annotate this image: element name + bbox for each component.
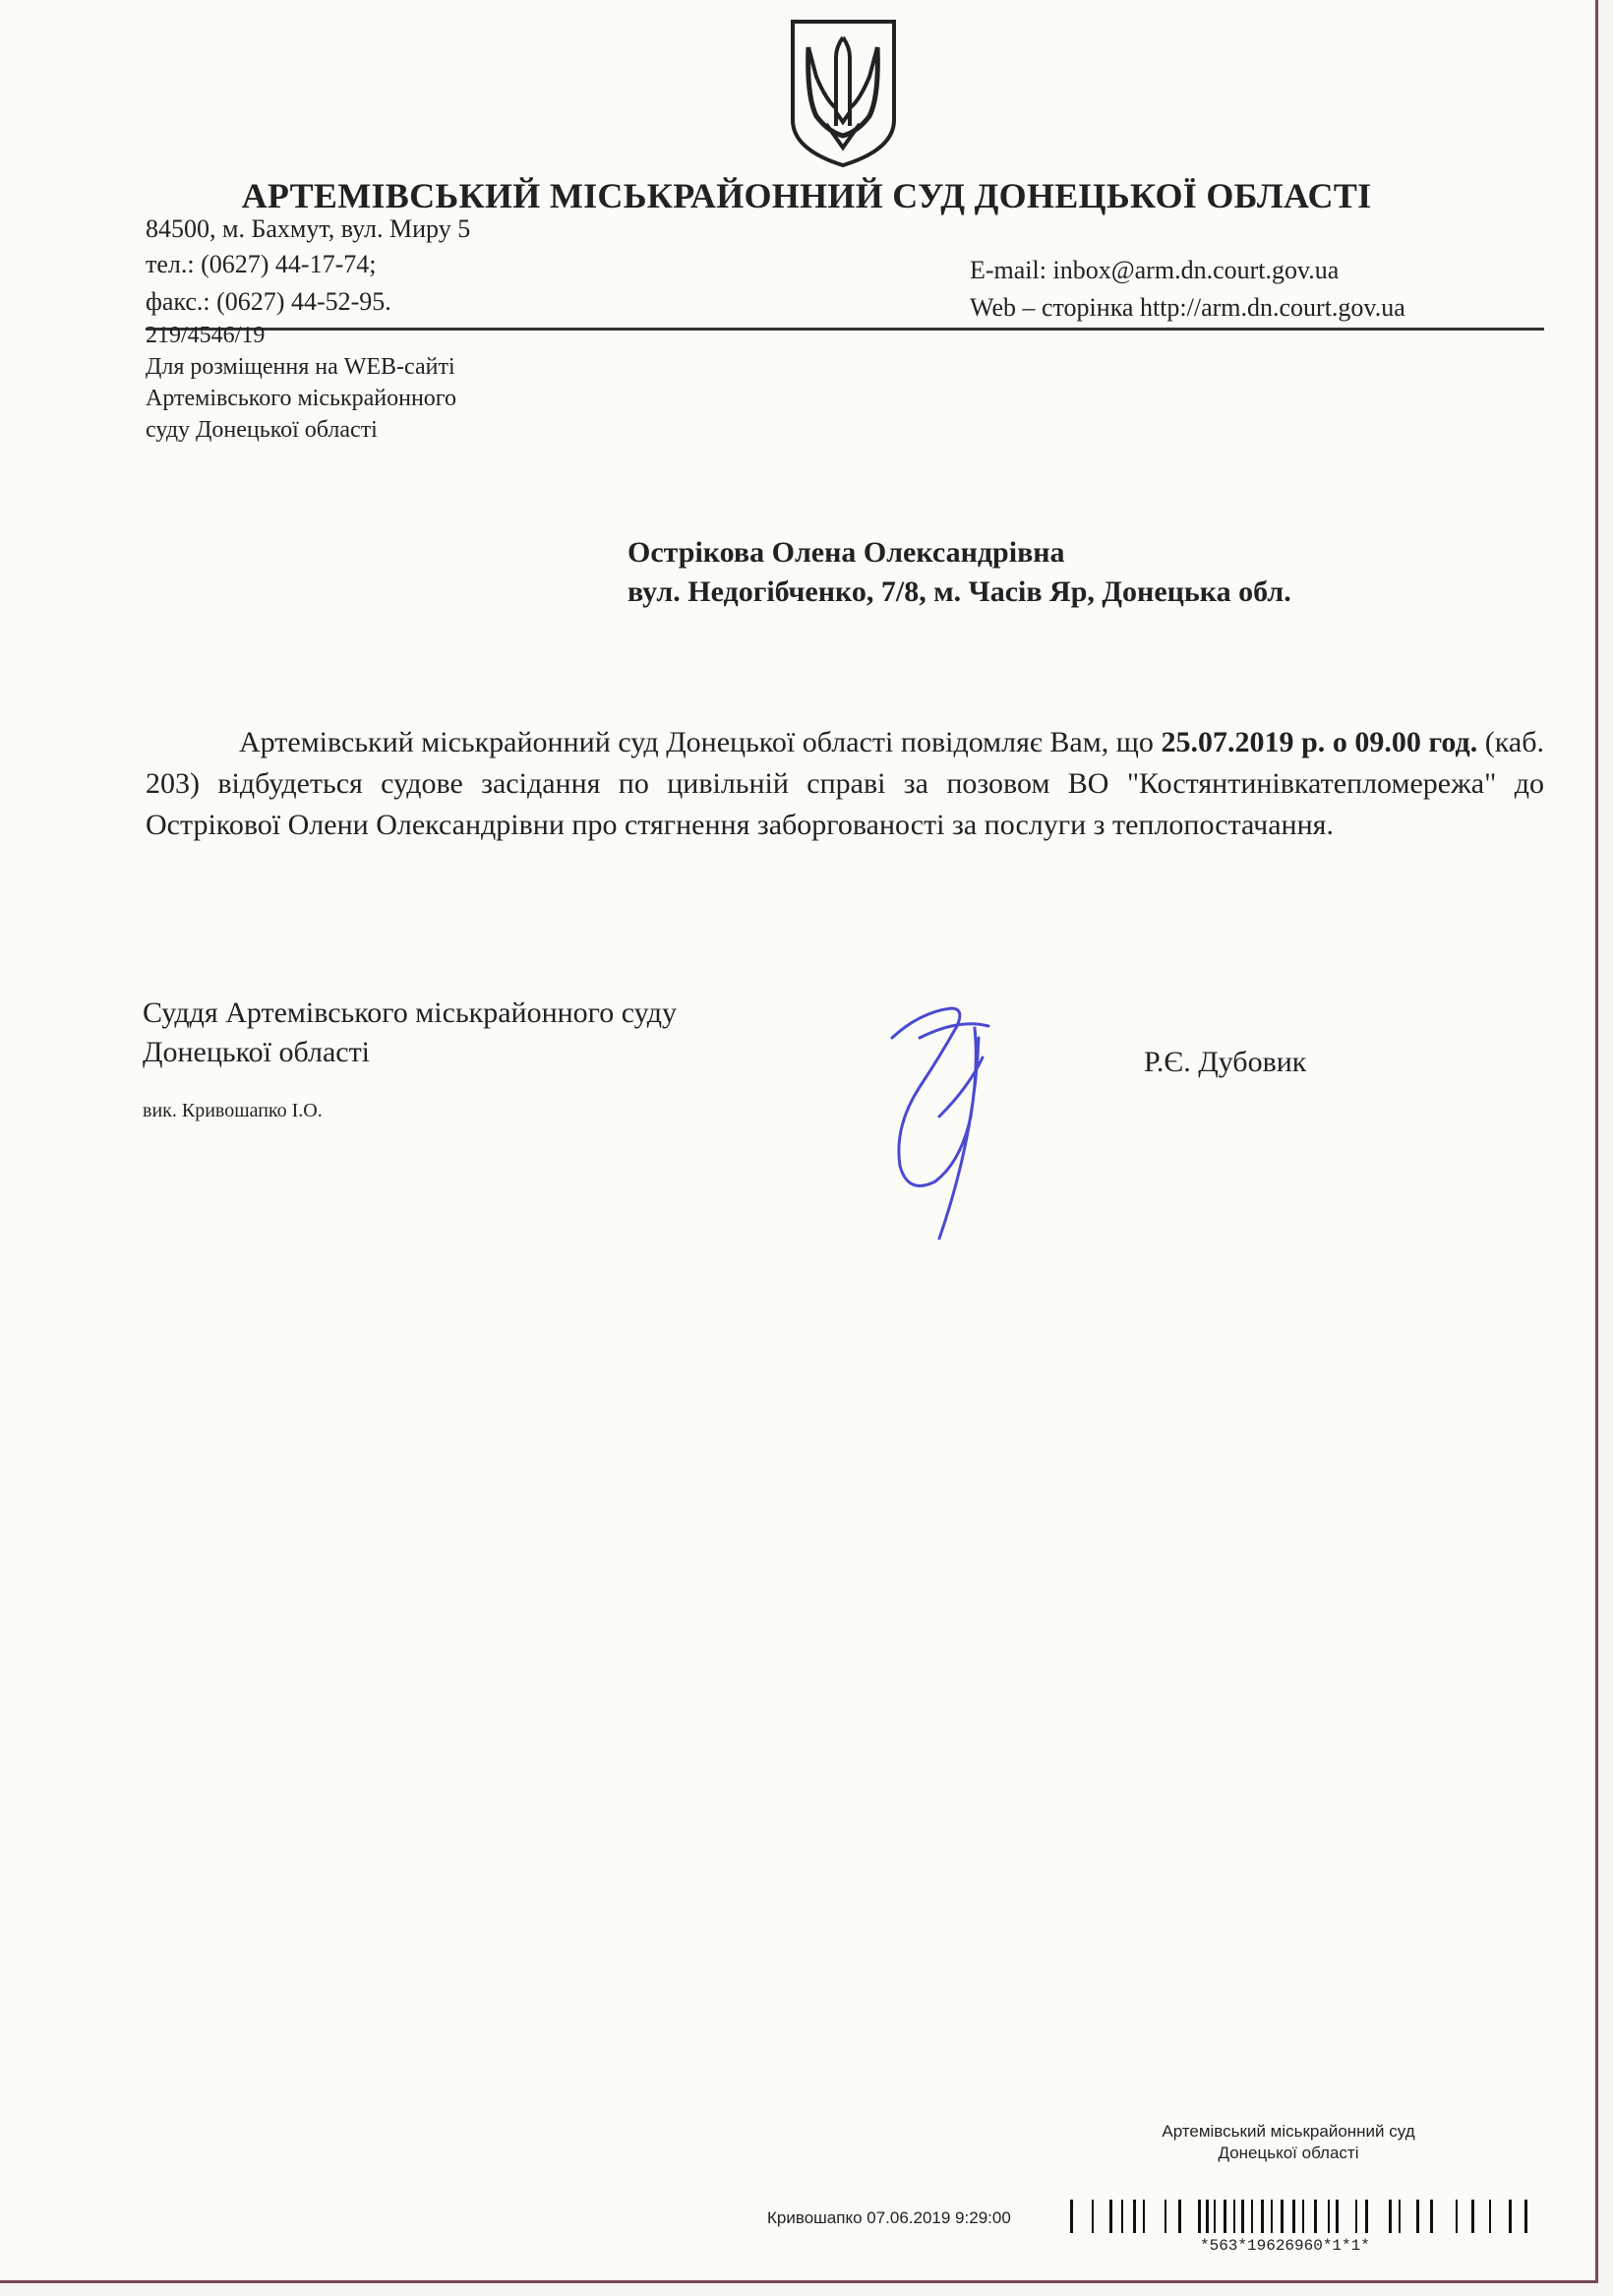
notice-text-start: Артемівський міськрайонний суд Донецької області повідомляє Вам, що — [239, 726, 1162, 758]
registration-info: Кривошапко 07.06.2019 9:29:00 — [767, 2208, 1011, 2227]
recipient-address: вул. Недогібченко, 7/8, м. Часів Яр, Донецька обл. — [627, 575, 1291, 608]
court-website: Web – сторінка http://arm.dn.court.gov.ua — [970, 293, 1405, 322]
judge-title — [143, 994, 677, 1072]
executor-note: вик. Кривошапко І.О. — [143, 1100, 323, 1121]
stamp-court-line-1: Артемівський міськрайонний суд — [1162, 2122, 1415, 2141]
court-address: 84500, м. Бахмут, вул. Миру 5 — [146, 214, 471, 243]
judge-name: Р.Є. Дубовик — [1144, 1046, 1307, 1078]
notice-body — [146, 722, 1544, 846]
recipient-block — [627, 533, 1291, 612]
notice-text-end: (каб. 203) відбудеться судове засідання по цивільній справі за позовом ВО "Костянтинівкатепломережа" до Острікової Олени Олександрівни про стягнення заборгованості за послуги з теплопостачання. — [146, 726, 1544, 841]
court-email: E-mail: inbox@arm.dn.court.gov.ua — [970, 256, 1340, 284]
coat-of-arms-icon — [787, 18, 900, 167]
recipient-name: Острікова Олена Олександрівна — [627, 536, 1065, 569]
judge-title-line-2: Донецької області — [143, 1036, 371, 1068]
judge-title-line-1: Суддя Артемівського міськрайонного суду — [143, 997, 678, 1029]
placement-note-line-1: Для розміщення на WEB-сайті — [146, 354, 455, 380]
court-phone: тел.: (0627) 44-17-74; — [146, 250, 377, 278]
hearing-datetime: 25.07.2019 р. о 09.00 год. — [1161, 726, 1478, 758]
case-number: 219/4546/19 — [146, 323, 266, 348]
handwritten-signature — [880, 998, 1018, 1244]
barcode-number: *563*19626960*1*1* — [1200, 2237, 1370, 2255]
stamp-court-line-2: Донецької області — [1218, 2144, 1359, 2162]
header-divider — [146, 328, 1544, 331]
court-fax: факс.: (0627) 44-52-95. — [146, 287, 391, 316]
placement-note-line-2: Артемівського міськрайонного — [146, 386, 457, 411]
placement-note-line-3: суду Донецької області — [146, 417, 378, 443]
court-title: АРТЕМІВСЬКИЙ МІСЬКРАЙОННИЙ СУД ДОНЕЦЬКОЇ ОБЛАСТІ — [241, 176, 1372, 215]
registration-stamp-court — [1131, 2121, 1446, 2164]
